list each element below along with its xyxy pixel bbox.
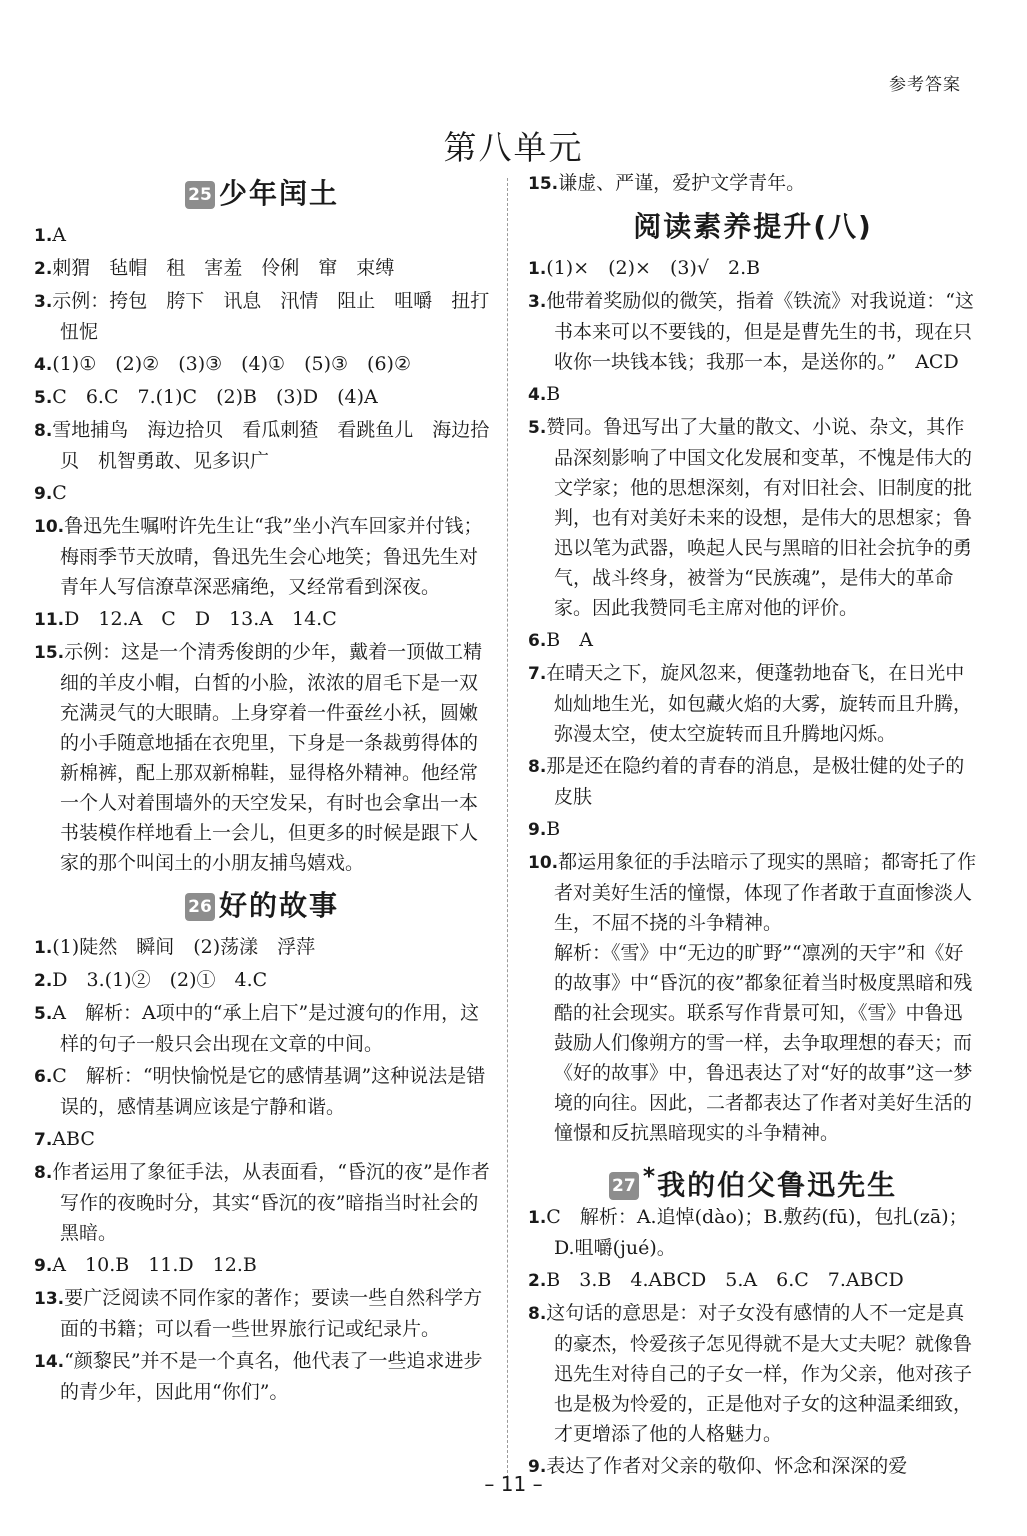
answer-number: 10. [34,517,65,537]
answer-item [528,1298,978,1449]
lesson-number-badge: 27 [609,1172,639,1200]
answer-item [34,1157,490,1248]
answer-text: 示例：这是一个清秀俊朗的少年，戴着一顶做工精细的羊皮小帽，白皙的小脸，浓浓的眉毛下是一双充满灵气的大眼睛。上身穿着一件蚕丝小袄，圆嫩的小手随意地插在衣兜里，下身是一条裁剪得体的新棉裤，配上那双新棉鞋，显得格外精神。他经常一个人对着围墙外的天空发呆，有时也会拿出一本书装模作样地看上一会儿，但更多的时候是跟下人家的那个叫闰土的小朋友捕鸟嬉戏。 [60,641,483,874]
answer-text: C 解析：A.追悼(dào)；B.敷药(fū)，包扎(zā)；D.咀嚼(jué)。 [546,1206,968,1259]
answer-text: (1)× (2)× (3)√ 2.B [546,257,761,279]
answer-number: 3. [34,292,53,312]
answer-number: 5. [528,418,547,438]
answer-text: 赞同。鲁迅写出了大量的散文、小说、杂文，其作品深刻影响了中国文化发展和变革，不愧是伟大的文学家；他的思想深刻，有对旧社会、旧制度的批判，也有对美好未来的设想，是伟大的思想家；鲁迅以笔为武器，唤起人民与黑暗的旧社会抗争的勇气，战斗终身，被誉为“民族魂”，是伟大的革命家。因此我赞同毛主席对他的评价。 [546,416,973,619]
answer-item [34,932,490,963]
answer-number: 8. [34,1163,53,1183]
answer-item [34,511,490,602]
answer-number: 3. [528,292,547,312]
answer-item [528,168,978,199]
answer-text: 表达了作者对父亲的敬仰、怀念和深深的爱 [546,1455,908,1477]
lesson-title [528,201,978,253]
answer-text: B 3.B 4.ABCD 5.A 6.C 7.ABCD [546,1269,904,1291]
answer-item [34,998,490,1059]
answer-text: A [52,224,67,246]
lesson-title-text: 阅读素养提升(八) [633,210,873,243]
answer-number: 1. [528,1208,547,1228]
answer-text: 要广泛阅读不同作家的著作；要读一些自然科学方面的书籍；可以看一些世界旅行记或纪录片。 [60,1287,483,1340]
answer-number: 9. [34,484,53,504]
answer-text: B A [546,629,593,651]
column-divider [507,178,508,1478]
answer-text: 鲁迅先生嘱咐许先生让“我”坐小汽车回家并付钱；梅雨季节天放晴，鲁迅先生会心地笑；鲁迅先生对青年人写信潦草深恶痛绝，又经常看到深夜。 [60,515,483,598]
answer-item [528,1202,978,1263]
answer-text: C 解析：“明快愉悦是它的感情基调”这种说法是错误的，感情基调应该是宁静和谐。 [52,1065,486,1118]
answer-number: 5. [34,1004,53,1024]
answer-item [528,658,978,749]
answer-text: (1)陡然 瞬间 (2)荡漾 浮萍 [52,936,316,958]
answer-number: 15. [528,174,559,194]
optional-lesson-star: * [642,1162,658,1190]
answer-text: A 解析：A项中的“承上启下”是过渡句的作用，这样的句子一般只会出现在文章的中间。 [52,1002,480,1055]
answer-text: A 10.B 11.D 12.B [52,1254,257,1276]
answer-number: 2. [34,971,53,991]
answer-item [34,1250,490,1281]
answer-number: 1. [528,259,547,279]
left-column [34,168,509,1409]
answer-item [528,1265,978,1296]
lesson-title-text: 好的故事 [218,889,339,922]
answer-item [34,220,490,251]
answer-text: D 3.(1)② (2)① 4.C [52,969,268,991]
answer-text: 雪地捕鸟 海边拾贝 看瓜刺猹 看跳鱼儿 海边拾贝 机智勇敢、见多识广 [52,419,490,472]
answer-text: 谦虚、严谨，爱护文学青年。 [558,172,806,194]
answer-item [528,847,978,1148]
answer-text: 作者运用了象征手法，从表面看，“昏沉的夜”是作者写作的夜晚时分，其实“昏沉的夜”暗指当时社会的黑暗。 [52,1161,490,1244]
answer-number: 6. [34,1067,53,1087]
answer-number: 8. [34,421,53,441]
answer-item [528,814,978,845]
answer-number: 2. [528,1271,547,1291]
lesson-title [34,880,490,932]
answer-item [528,379,978,410]
answer-item [34,637,490,878]
answer-number: 9. [528,820,547,840]
answer-item [34,604,490,635]
answer-item [34,478,490,509]
answer-text: ABC [52,1128,95,1150]
answer-number: 1. [34,226,53,246]
answer-text: 在晴天之下，旋风忽来，便蓬勃地奋飞，在日光中灿灿地生光，如包藏火焰的大雾，旋转而且升腾，弥漫太空，使太空旋转而且升腾地闪烁。 [546,662,973,745]
lesson-title [528,1150,978,1202]
answer-number: 10. [528,853,559,873]
lesson-number-badge: 26 [185,893,215,921]
lesson-number-badge: 25 [185,181,215,209]
answer-text: C 6.C 7.(1)C (2)B (3)D (4)A [52,386,378,408]
answer-text: 都运用象征的手法暗示了现实的黑暗；都寄托了作者对美好生活的憧憬，体现了作者敢于直面惨淡人生，不屈不挠的斗争精神。 解析：《雪》中“无边的旷野”“凛冽的天宇”和《好的故事》中“昏沉的夜”都象征着当时极度黑暗和残酷的社会现实。联系写作背景可知，《雪》中鲁迅鼓励人们像朔方的雪一样，去争取理想的春天；而《好的故事》中，鲁迅表达了对“好的故事”这一梦境的向往。因此，二者都表达了作者对美好生活的憧憬和反抗黑暗现实的斗争精神。 [554,851,977,1144]
right-column [528,168,978,1484]
answer-text: 那是还在隐约着的青春的消息，是极壮健的处子的皮肤 [546,755,965,808]
answer-number: 8. [528,757,547,777]
answer-item [34,1124,490,1155]
answer-item [34,965,490,996]
answer-text: 这句话的意思是：对子女没有感情的人不一定是真的豪杰，怜爱孩子怎见得就不是大丈夫呢？就像鲁迅先生对待自己的子女一样，作为父亲，他对孩子也是极为怜爱的，正是他对子女的这种温柔细致，才更增添了他的人格魅力。 [546,1302,973,1445]
answer-item [528,625,978,656]
answer-text: C [52,482,67,504]
answer-number: 1. [34,938,53,958]
answer-number: 11. [34,610,65,630]
answer-text: B [546,383,561,405]
answer-number: 14. [34,1352,65,1372]
answer-number: 2. [34,259,53,279]
answer-item [34,286,509,347]
lesson-title-text: 我的伯父鲁迅先生 [657,1168,898,1202]
answer-number: 4. [34,355,53,375]
answer-text: B [546,818,561,840]
answer-item [34,1346,490,1407]
answer-item [528,751,978,812]
answer-number: 5. [34,388,53,408]
answer-number: 15. [34,643,65,663]
page-number: – 11 – [484,1472,543,1496]
answer-item [34,415,490,476]
answer-number: 7. [528,664,547,684]
answer-text: D 12.A C D 13.A 14.C [64,608,337,630]
answer-item [34,1061,490,1122]
answer-text: (1)① (2)② (3)③ (4)① (5)③ (6)② [52,353,411,375]
answer-number: 9. [34,1256,53,1276]
answer-item [528,412,978,623]
answer-text: 他带着奖励似的微笑，指着《铁流》对我说道：“这书本来可以不要钱的，但是是曹先生的书，现在只收你一块钱本钱；我那一本，是送你的。” ACD [546,290,975,373]
answer-number: 7. [34,1130,53,1150]
answer-text: 刺猬 毡帽 租 害羞 伶俐 窜 束缚 [52,257,395,279]
answer-text: 示例：挎包 胯下 讯息 汛情 阻止 咀嚼 扭打 忸怩 [52,290,509,343]
answer-key-header: 参考答案 [889,75,961,95]
answer-number: 4. [528,385,547,405]
unit-title: 第八单元 [443,128,584,167]
answer-number: 8. [528,1304,547,1324]
answer-item [34,1283,490,1344]
answer-item [34,382,490,413]
answer-item [528,253,978,284]
answer-number: 13. [34,1289,65,1309]
lesson-title-text: 少年闰土 [218,177,339,210]
answer-item [34,349,490,380]
answer-number: 9. [528,1457,547,1477]
lesson-title [34,168,490,220]
answer-number: 6. [528,631,547,651]
answer-item [34,253,490,284]
answer-text: “颜黎民”并不是一个真名，他代表了一些追求进步的青少年，因此用“你们”。 [60,1350,483,1403]
answer-item [528,286,978,377]
